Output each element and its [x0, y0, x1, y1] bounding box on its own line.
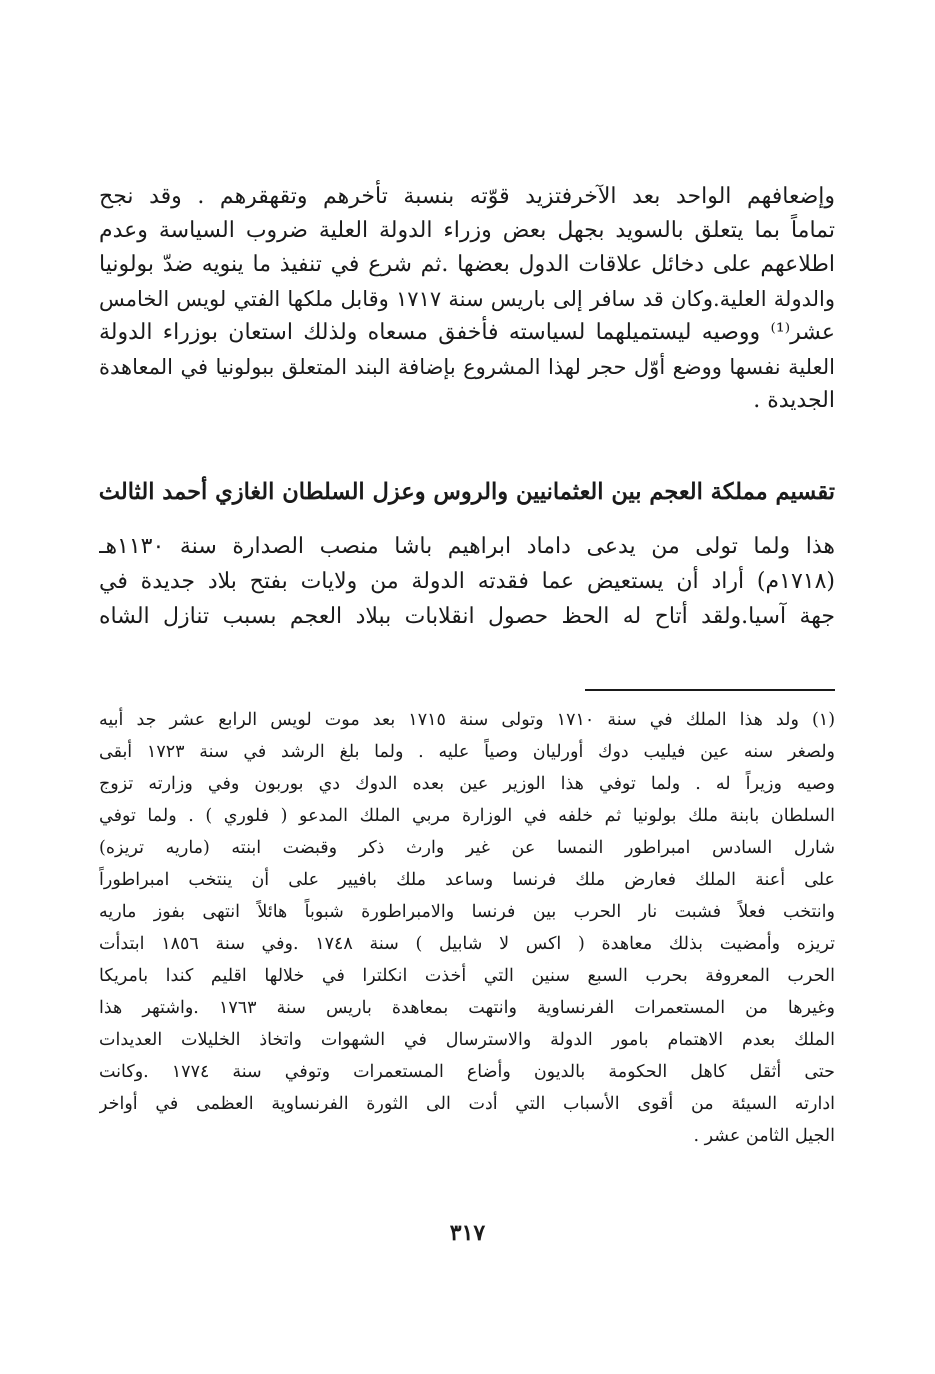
footnote-line: الملك بعدم الاهتمام بامور الدولة والاسترسال في الشهوات واتخاذ الخليلات العديدات [99, 1030, 835, 1050]
footnote-line: ادارته السيئة من أقوى الأسباب التي أدت الى الثورة الفرنساوية العظمى في أواخر [99, 1094, 835, 1114]
footnote-line: وصيه وزيراً له . ولما توفي هذا الوزير عين بعده الدوك دي بوربون وفي وزارته تزوج [99, 774, 835, 794]
footnote-line: الحرب المعروفة بحرب السبع سنين التي أخذت انكلترا في خلالها اقليم كندا بامريكا [99, 966, 835, 986]
footnote-line: الجيل الثامن عشر . [693, 1126, 835, 1146]
section-line: (١٧١٨م) أراد أن يستعيض عما فقدته الدولة من ولايات بفتح بلاد جديدة في [99, 569, 835, 594]
section-line: هذا ولما تولى من يدعى داماد ابراهيم باشا منصب الصدارة سنة ١١٣٠هـ [99, 534, 835, 559]
page-number: ٣١٧ [449, 1220, 486, 1246]
footnote-line: شارل السادس امبراطور النمسا عن غير وارث ذكر وقبضت ابنته (ماريه تريزه) [99, 838, 835, 858]
body-line: والدولة العلية.وكان قد سافر إلى باريس سنة ١٧١٧ وقابل ملكها الفتي لويس الخامس [99, 287, 835, 311]
footnote-line: ولصغر سنه عين فيليب دوك أورليان وصياً عليه . ولما بلغ الرشد في سنة ١٧٢٣ أبقى [99, 742, 835, 762]
footnote-line: تريزه وأمضيت بذلك معاهدة ( اكس لا شابيل ) سنة ١٧٤٨ .وفي سنة ١٨٥٦ ابتدأت [99, 934, 835, 954]
body-line: العلية نفسها ووضع أوّل حجر لهذا المشروع بإضافة البند المتعلق ببولونيا في المعاهدة [99, 355, 835, 379]
section-heading: تقسيم مملكة العجم بين العثمانيين والروس وعزل السلطان الغازي أحمد الثالث [98, 479, 835, 505]
section-line: جهة آسيا.ولقد أتاح له الحظ حصول انقلابات ببلاد العجم بسبب تنازل الشاه [99, 604, 835, 629]
footnote-line: على أعنة الملك فعارض ملك فرنسا وساعد ملك بافيير على أن ينتخب امبراطوراً [99, 870, 835, 890]
body-line: وإضعافهم الواحد بعد الآخرفتزيد قوّته بنسبة تأخرهم وتقهقرهم . وقد نجح [99, 184, 835, 209]
footnote-line: وغيرها من المستعمرات الفرنساوية وانتهت بمعاهدة باريس سنة ١٧٦٣ .واشتهر هذا [99, 998, 835, 1018]
footnote-line: (١) ولد هذا الملك في سنة ١٧١٠ وتولى سنة ١٧١٥ بعد موت لويس الرابع عشر جد أبيه [99, 710, 835, 730]
body-line: عشر⁽¹⁾ ووصيه ليستميلهما لسياسته فأخفق مسعاه ولذلك استعان بوزراء الدولة [99, 320, 835, 345]
footnote-line: وانتخب فعلاً فشبت نار الحرب بين فرنسا والامبراطورة شبوباً هائلاً انتهى بفوز ماريه [99, 902, 835, 922]
footnote-line: السلطان بابنة ملك بولونيا ثم خلفه في الوزارة مربي الملك المدعو ( فلوري ) . ولما توفي [99, 806, 835, 826]
footnote-line: حتى أثقل كاهل الحكومة بالديون وأضاع المستعمرات وتوفي سنة ١٧٧٤ .وكانت [99, 1062, 835, 1082]
body-line: الجديدة . [753, 388, 835, 413]
footnote-separator [585, 689, 835, 691]
body-line: تماماً بما يتعلق بالسويد بجهل بعض وزراء الدولة العلية ضروب السياسة وعدم [99, 218, 835, 243]
body-line: اطلاعهم على دخائل علاقات الدول بعضها .ثم شرع في تنفيذ ما ينويه ضدّ بولونيا [99, 252, 835, 277]
